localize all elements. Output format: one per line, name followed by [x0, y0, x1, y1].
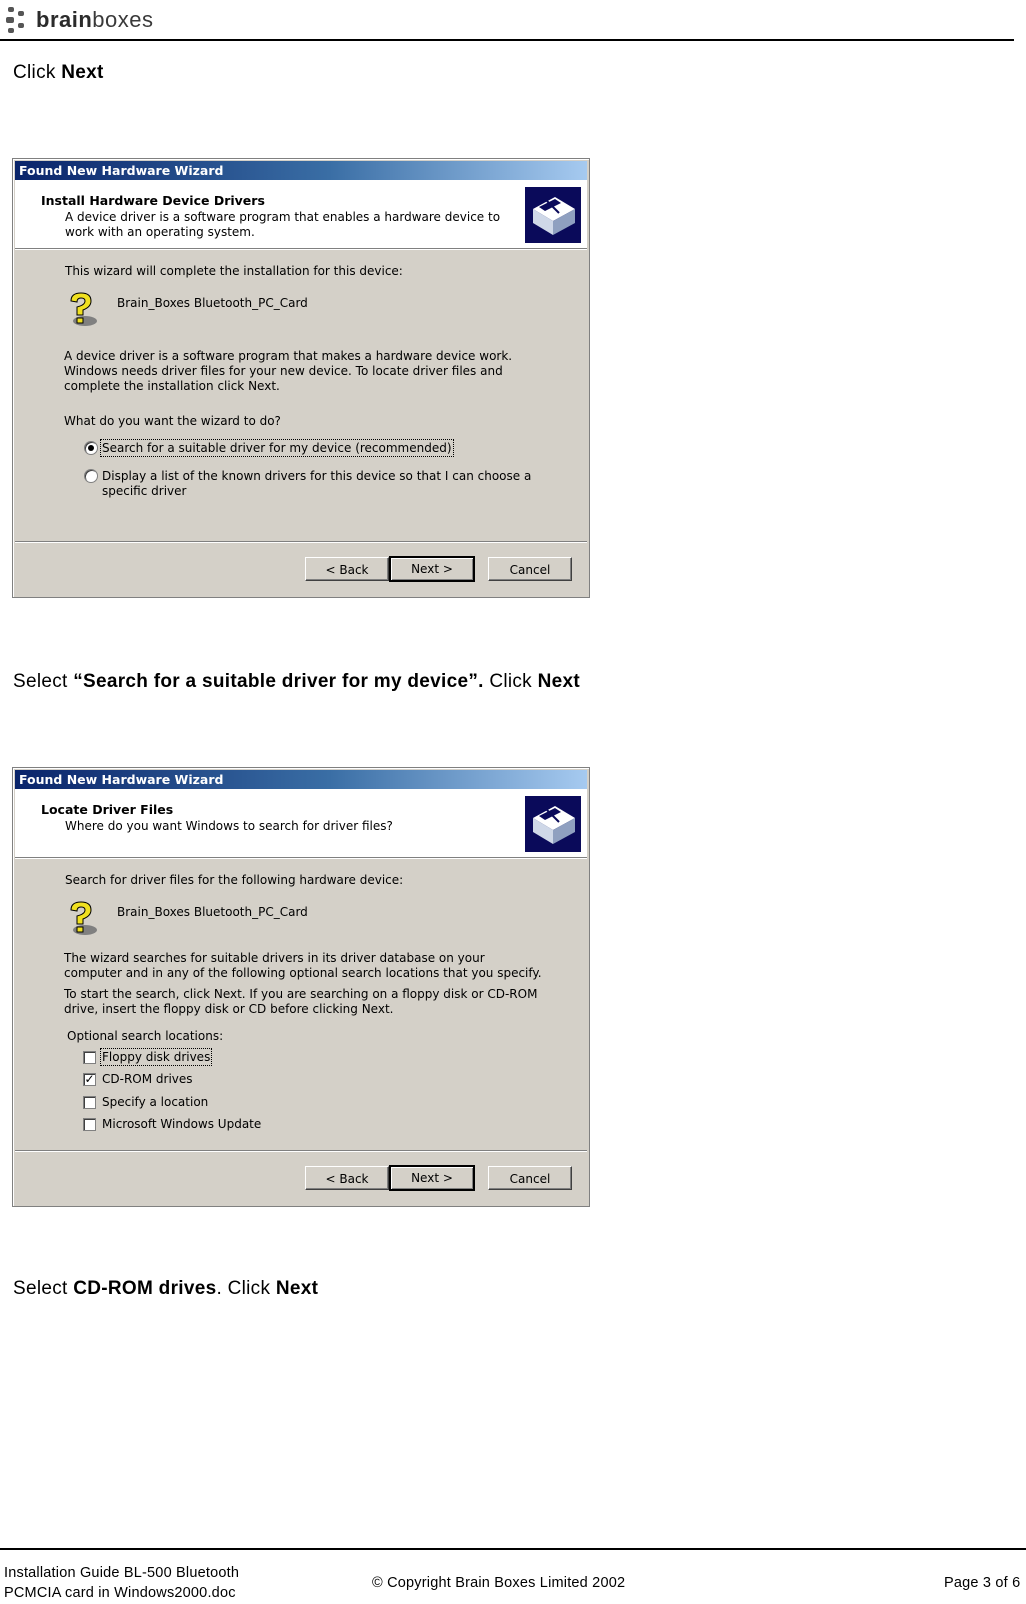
description-text: A device driver is a software program that makes a hardware device work. Windows needs driver files for your new device. To locate driver files and complete the installation click Next.	[64, 349, 513, 393]
header-subtitle: Where do you want Windows to search for driver files?	[65, 819, 393, 833]
footer-rule	[0, 1548, 1026, 1550]
cancel-button[interactable]: Cancel	[488, 557, 572, 581]
intro-text: This wizard will complete the installation for this device:	[65, 264, 403, 278]
wizard-locate-drivers	[12, 767, 590, 1207]
question-mark-icon	[65, 900, 99, 938]
location-label[interactable]: Specify a location	[102, 1095, 209, 1109]
next-button[interactable]: Next >	[389, 1165, 475, 1191]
back-button[interactable]: < Back	[305, 1166, 389, 1190]
instruction-step3: Select CD-ROM drives. Click Next	[13, 1278, 319, 1299]
start-search-text: To start the search, click Next. If you are searching on a floppy disk or CD-ROM drive, insert the floppy disk or CD before clicking Next.	[64, 987, 538, 1016]
back-button[interactable]: < Back	[305, 557, 389, 581]
brainboxes-logo	[6, 4, 154, 36]
footer-doc-line1: Installation Guide BL-500 Bluetooth	[4, 1565, 240, 1581]
hardware-icon	[525, 187, 581, 243]
next-button[interactable]: Next >	[389, 556, 475, 582]
instruction-step1: Click Next	[13, 62, 104, 83]
checkbox-floppy[interactable]	[83, 1051, 96, 1064]
wizard-install-drivers	[12, 158, 590, 598]
instruction-step2: Select “Search for a suitable driver for my device”. Click Next	[13, 671, 580, 692]
cancel-button[interactable]: Cancel	[488, 1166, 572, 1190]
footer-doc-line2: PCMCIA card in Windows2000.doc	[4, 1585, 236, 1601]
floppy-label[interactable]: Floppy disk drives	[102, 1050, 211, 1064]
footer-page-number: Page 3 of 6	[944, 1575, 1021, 1591]
checkbox-windows-update[interactable]	[83, 1118, 96, 1131]
logo-dots-icon	[6, 5, 32, 35]
checkbox-cdrom[interactable]: ✓	[84, 1072, 95, 1086]
hardware-icon	[525, 796, 581, 852]
logo-text: brainboxes	[36, 7, 154, 32]
search-description: The wizard searches for suitable drivers in its driver database on your computer and in any of the following optional search locations that you specify.	[64, 951, 542, 980]
wizard-header	[15, 789, 587, 858]
footer-copyright: © Copyright Brain Boxes Limited 2002	[372, 1575, 626, 1591]
radio-search-driver[interactable]	[84, 441, 98, 455]
checkbox-location[interactable]	[83, 1096, 96, 1109]
device-name: Brain_Boxes Bluetooth_PC_Card	[117, 296, 308, 310]
header-subtitle: A device driver is a software program that enables a hardware device to work with an operating system.	[65, 210, 501, 239]
radio-display-list[interactable]	[84, 469, 98, 483]
optional-locations-label: Optional search locations:	[67, 1029, 224, 1043]
wizard-header	[15, 180, 587, 249]
option-display-list-label[interactable]: Display a list of the known drivers for this device so that I can choose a specific driver	[102, 469, 532, 498]
windows-update-label[interactable]: Microsoft Windows Update	[102, 1117, 262, 1131]
cdrom-label[interactable]: CD-ROM drives	[102, 1072, 193, 1086]
header-title: Install Hardware Device Drivers	[41, 193, 265, 208]
wizard-title-bar: Found New Hardware Wizard	[15, 770, 587, 789]
header-rule	[0, 39, 1014, 41]
intro-text: Search for driver files for the following hardware device:	[65, 873, 404, 887]
option-search-driver-label[interactable]: Search for a suitable driver for my device (recommended)	[102, 441, 452, 455]
question-mark-icon	[65, 291, 99, 329]
device-name: Brain_Boxes Bluetooth_PC_Card	[117, 905, 308, 919]
header-title: Locate Driver Files	[41, 802, 174, 817]
question-text: What do you want the wizard to do?	[64, 414, 281, 428]
wizard-title-bar: Found New Hardware Wizard	[15, 161, 587, 180]
